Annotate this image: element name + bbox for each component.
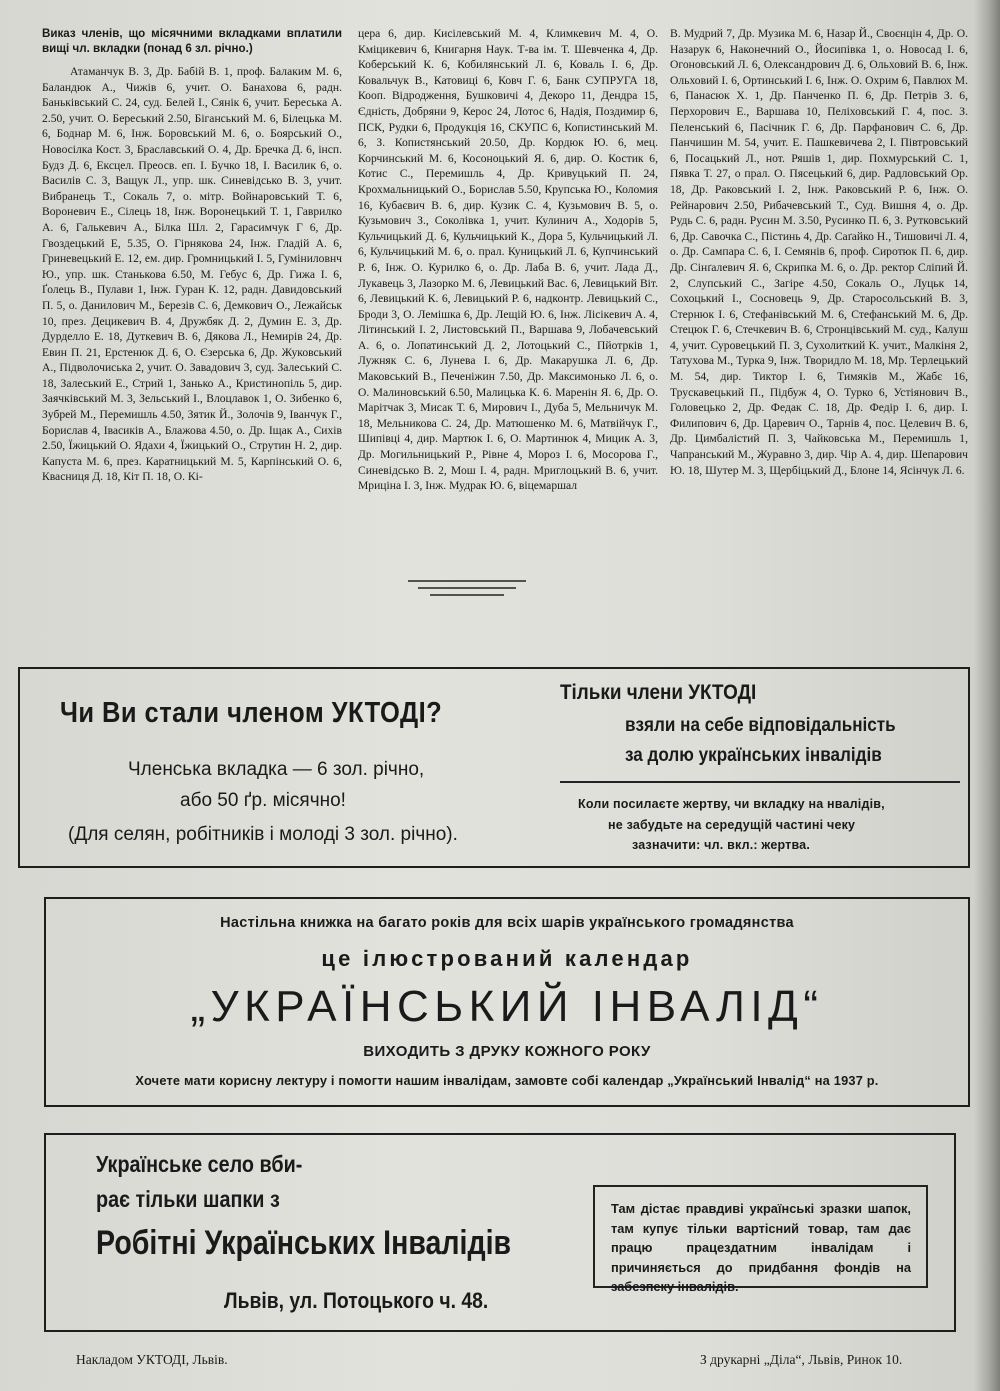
member-list-text-3: В. Мудрий 7, Др. Музика М. 6, Назар Й., Своєнцін 4, Др. О. Назарук 6, Наконечний О., Йосипівка 1, о. Новосад І. 6, Огоновський Л. 6, Олександрович Д. 6, Ольховий В. 6, Інж. Ольховий І. 6, Ортинський І. 6, Інж. О. Охрим 6, Павлюх М. 6, Панасюк Х. 1, Др. Панченко П. 6, Др. Петрів З. 6, Перхорович Е., Варшава 10, Пеліховський Г. 4, пос. З. Пеленський 6, Пасічник Г. 6, Др. Парфанович С. 6, Др. Панчишин М. 54, учит. Е. Пашкевичева 2, І. Півтровський 6, Посацький Л., нот. Ряшів 1, дир. Похмурський С. 1, Пявка Т. 27, о прал. О. Пясецький 6, дир. Радловський Ор. 18, Др. Раковський І. 2, Інж. Раковський Р. 6, Інж. О. Рейнарович 2.50, Рибачевський Т., Суд. Вишня 4, о. Др. Рудь С. 6, радн. Русин М. 3.50, Русинко П. 6, З. Рутковський 6, Др. Савочка С., Пістинь 4, Др. Саґайко Н., Тишовичі Л. 4, о. Др. Сампара С. 6, І. Семянів 6, проф. Сиротюк П. 6, дир. Др. Сінґалевич Я. 6, Скрипка М. 6, о. Др. ректор Сліпий Й. 2, Слупський С., Загіре 4.50, Сокаль О., Луцьк 14, Сохоцький І., Сосновець 9, Др. Старосольський В. 3, Стернюк І. 6, Стефанівський М. 6, Стефанський М. 6, Др. Стецюк Г. 6, Стечкевич В. 6, Стронцівський М. суд., Калуш 4, учит. Суровецький П. 3, Сухолиткий К. учит., Малкіня 2, Татухова М., Турка 9, Інж. Творидло М. 18, Мр. Терлецький М. 54, дир. Тиктор І. 6, Тимяків М., Жабє 16, Трускавецький П., Підбуж 4, О. Турко 6, Устіянович В., Головецько 2, Др. Федак С. 18, Др. Федір І. 6, дир. І. Филипович 6, Др. Царевич О., Тарнів 4, пос. Целевич В. 6, Др. Цимбалістий П. 3, Чайковська М., Перемишль 1, Чапранський М., Журавно 3, дир. Чір А. 4, дир. Шепарович Ю. 18, Шутер М. 3, Щербіцький Д., Блоне 14, Ясінчук Л. 6. bbox=[670, 27, 968, 477]
calendar-ad bbox=[44, 897, 970, 1107]
member-list-text-2: цера 6, дир. Кисілевський М. 4, Климкевич М. 4, О. Кміцикевич 6, Книгарня Наук. Т-ва ім. Т. Шевченка 4, Др. Коберський К. 6, Кобилянський Л. 6, Коваль І. 6, Др. Ковальчук В., Катовиці 6, Ковч Г. 6, Банк СУПРУГА 18, Кооп. Відродження, Бушковичі 4, Декоро 11, Дендра 15, Єдність, Добряни 9, Керос 24, Лотос 6, Надія, Поздимир 6, ПСК, Рудки 6, Продукція 16, СКУПС 6, Копистинський М. 6, З. Копистянський 20.50, Др. Кордюк Ю. 6, мец. Корчинський М. 6, Косоноцький Я. 6, дир. О. Костик 6, Котис С., Перемишль 4, Др. Кривуцький П. 24, Крохмальницький О., Борислав 5.50, Крупська Ю., Коломия 16, Кубаєвич В. 6, дир. Кузик С. 4, Кузьмович В. 5, о. Кузьмович З., Соколівка 1, учит. Кулинич А., Ходорів 5, Кульчицький Д. 6, Кульчицький К., Дора 5, Кульчицький Л. 6, Кульчицький М. 6, о. прал. Куницький Л. 6, Купчинський Р. 6, Інж. О. Курилко 6, о. Др. Лаба В. 6, учит. Лада Д., Лукавець 3, Лазорко М. 6, Левицький Вас. 6, Левицький Віт. 6, Левицький К. 6, Левицький Р. 6, надконтр. Левицький С., Броди 3, О. Лемішка 6, Др. Лещій Ю. 6, Інж. Лісікевич А. 4, Літинський І. 2, Листовський П., Варшава 9, Лобачевський А. 6, о. Лопатинський Д. 2, Лотоцький С., Пйотрків 1, Лужняк С. 6, Лунева І. 6, Др. Макарушка Л. 6, Др. Маковський В., Печеніжин 7.50, Др. Максимонько Л. 6, о. О. Малиновський 6.50, Малицька К. 6. Маренін Я. 6, Др. О. Марітчак 3, Мисак Т. 6, Мирович І., Дуба 5, Мельничук М. 18, Мельникова С. 24, Др. Матюшенко М. 6, Матвійчук Г., Шипівці 4, дир. Мартюк І. 6, О. Мартинюк 4, Мицик А. 3, Др. Могильницький Р., Рівне 4, Мороз І. 6, Мосорова Г., Синевідсько В. 2, Мош І. 4, радн. Мриглоцький В. 6, учит. Мриціна І. 3, Інж. Мудрак Ю. 6, віцемаршал bbox=[358, 27, 658, 493]
responsibility-title: Тільки члени УКТОДІ bbox=[560, 681, 757, 704]
donation-note-2: не забудьте на середущій частині чеку bbox=[608, 818, 856, 832]
member-list-column-3 bbox=[670, 26, 968, 478]
membership-ad-title: Чи Ви стали членом УКТОДІ? bbox=[60, 697, 443, 729]
reduced-fee-line: (Для селян, робітників і молоді 3 зол. річно). bbox=[68, 824, 458, 845]
monthly-fee-line: або 50 ґр. місячно! bbox=[180, 790, 346, 811]
workshop-ad bbox=[44, 1133, 956, 1332]
member-list-text-1: Атаманчук В. 3, Др. Бабій В. 1, проф. Балаким М. 6, Баландюк А., Чижів 6, учит. О. Банахова 6, радн. Баньківський С. 24, суд. Белей І., Сянік 6, учит. Береська А. 2.50, учит. О. Береський 2.50, Біганський М. 6, Білецька М. 6, Боднар М. 6, Інж. Боровський М. 6, о. Боярський О., Новосілка Кост. 3, Браславський О. 4, Др. Бречка Д. 6, інсп. Будз Д. 6, Ексцел. Преосв. еп. І. Бучко 18, І. Василик 6, о. Василів С. 3, Ващук Л., упр. шк. Синевідсько В. 3, учит. Вибранець Т., Сокаль 7, о. мітр. Войнаровський Т. 6, Вороневич Е., Сілець 18, Інж. Воронецький Т. 1, Гаврилко А. 6, Галькевич А., Білка Шл. 2, Гарасимчук Г 6, Др. Гвоздецький Е, 5.35, О. Гірнякова 24, Інж. Гладій А. 6, Гриневецький Е. 12, ем. дир. Громницький І. 5, Гуміниловнч Ю., упр. шк. Станькова 6.50, М. Гебус 6, Др. Гижа І. 6, Ґолець В., Пулави 1, Інж. Гуран К. 12, радн. Давидовський П. 5, о. Данилович М., Березів С. 6, Демкович О., Лежайськ 10, през. Децикевич В. 4, Дружбяк Д. 2, Думин Е. 3, Др. Дурделло Е. 18, Дуткевич В. 6, Дякова Л., Немирів 24, Др. Евин П. 21, Ерстенюк Д. 6, О. Єзерська 6, Др. Жуковський А., Підволочиська 2, учит. О. Завадович 3, суд. Залеський С. 18, Залеський Е., Стрий 1, Занько А., Кристинопіль 5, дир. Заячківський М. 3, Зельський І., Влоцлавок 1, О. Зибенко 6, Зубрей М., Перемишль 4.50, Зятик Й., Золочів 9, Іванчук Г., Борислав 4, Івасиків А., Блажова 4.50, о. Др. Іщак А., Сихів 2.50, Їжицький О. Ядахи 4, Їжицький О., Струтин Н. 2, дир. Капуста М. 6, през. Каратницький М. 5, Карпінський О. 6, Квасниця Д. 18, Кіт П. 18, О. Кі- bbox=[42, 65, 342, 484]
member-list-column-1 bbox=[42, 26, 342, 485]
page-spine-shadow bbox=[974, 0, 1000, 1391]
membership-ad-rule bbox=[560, 781, 960, 783]
section-divider bbox=[408, 578, 526, 598]
calendar-order-note: Хочете мати корисну лектуру і помогти нашим інвалідам, замовте собі календар „Український Інвалід“ на 1937 р. bbox=[135, 1073, 879, 1088]
membership-ad bbox=[18, 667, 970, 868]
printer-imprint: З друкарні „Діла“, Львів, Ринок 10. bbox=[700, 1352, 903, 1367]
workshop-info-text: Там дістає правдиві українські зразки шапок, там купує тільки вартісний товар, там дає працю працездатним інвалідам і причиняється до придбання фондів на забезпеку інвалідів. bbox=[611, 1201, 911, 1294]
responsibility-line-2: за долю українських інвалідів bbox=[625, 745, 882, 766]
calendar-title: „УКРАЇНСЬКИЙ ІНВАЛІД“ bbox=[190, 982, 824, 1031]
donation-note-1: Коли посилаєте жертву, чи вкладку на нвалідів, bbox=[578, 797, 885, 811]
workshop-name: Робітні Українських Інвалідів bbox=[96, 1224, 512, 1262]
workshop-ad-line-1: Українське село вби- bbox=[96, 1151, 303, 1177]
calendar-ad-intro: Настільна книжка на багато років для всіх шарів українського громадянства bbox=[220, 915, 794, 931]
member-list-heading: Виказ членів, що місячними вкладками вплатили вищі чл. вкладки (понад 6 зл. річно.) bbox=[42, 27, 342, 55]
member-list-column-2 bbox=[358, 26, 658, 494]
donation-note-3: зазначити: чл. вкл.: жертва. bbox=[632, 838, 811, 852]
workshop-info-box bbox=[593, 1185, 928, 1294]
calendar-ad-subtitle: це ілюстрований календар bbox=[321, 946, 693, 971]
workshop-ad-line-2: рає тільки шапки з bbox=[96, 1186, 280, 1212]
calendar-annual-note: ВИХОДИТЬ З ДРУКУ КОЖНОГО РОКУ bbox=[363, 1043, 651, 1060]
workshop-address: Львів, ул. Потоцького ч. 48. bbox=[224, 1288, 489, 1313]
responsibility-line-1: взяли на себе відповідальність bbox=[625, 715, 896, 736]
publisher-imprint: Накладом УКТОДІ, Львів. bbox=[76, 1352, 228, 1367]
membership-fee-line: Членська вкладка — 6 зол. річно, bbox=[128, 759, 425, 780]
